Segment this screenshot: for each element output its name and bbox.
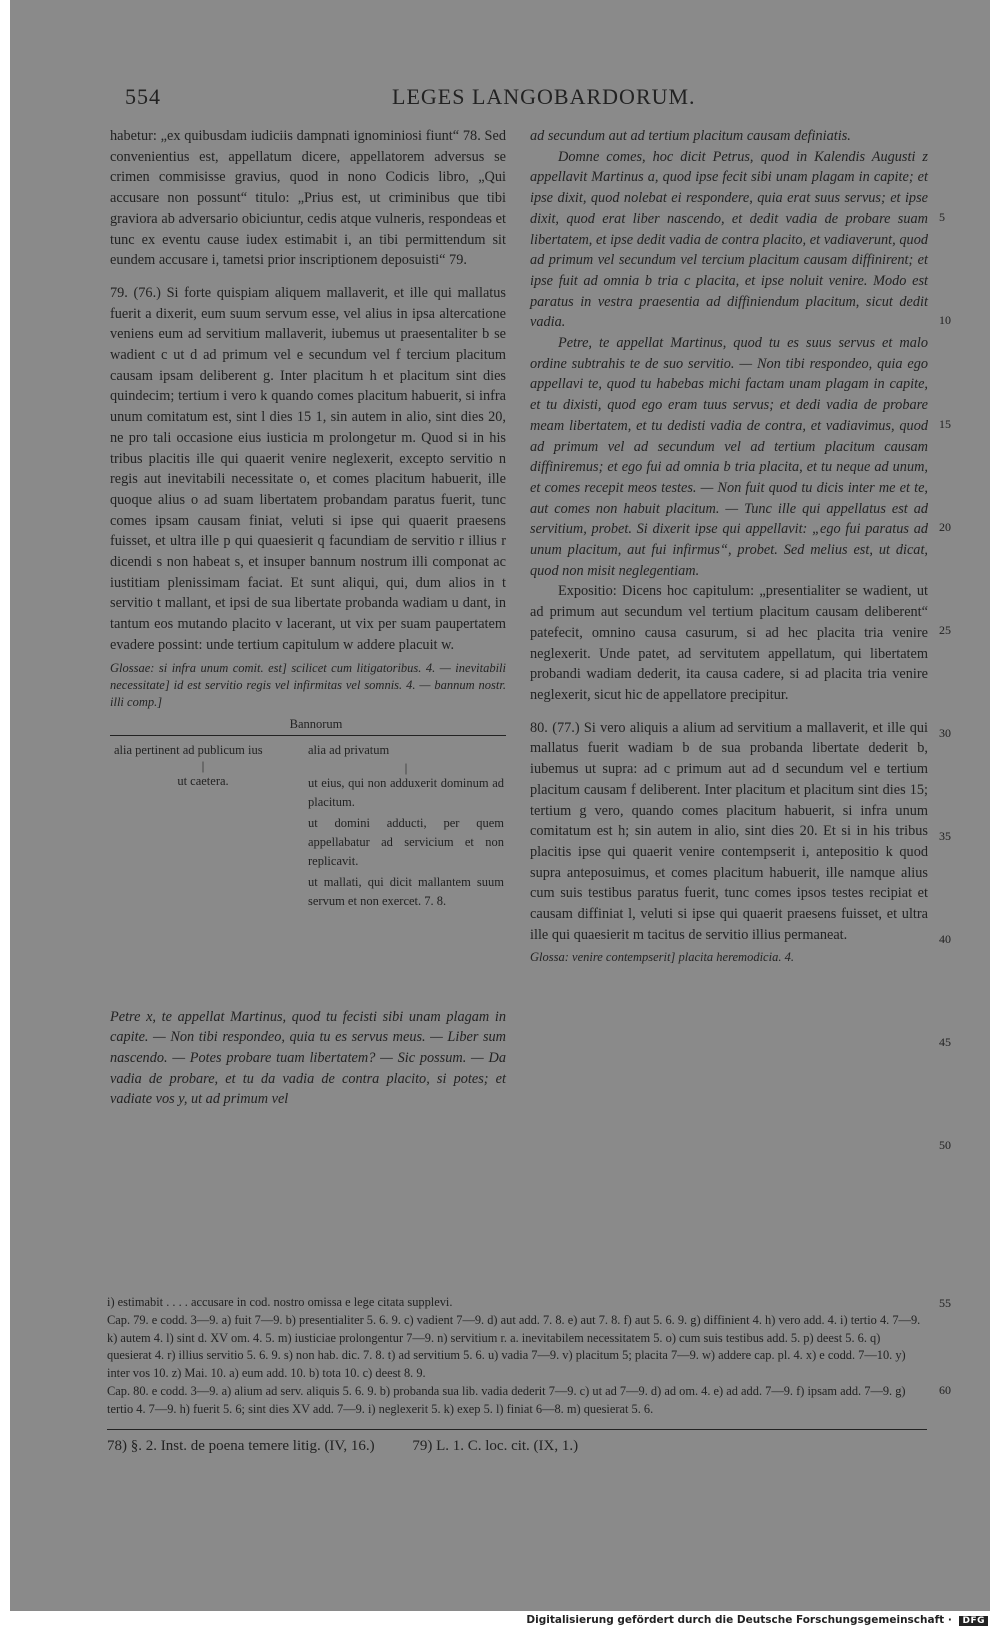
line-number: 20 xyxy=(939,520,951,534)
schema-right xyxy=(308,741,504,913)
reference: 79) L. 1. C. loc. cit. (IX, 1.) xyxy=(412,1437,579,1454)
dfg-credit xyxy=(526,1614,988,1626)
line-number: 60 xyxy=(939,1383,951,1397)
schema-left-top: alia pertinent ad publicum ius xyxy=(114,742,263,757)
paragraph-cap-80: 80. (77.) Si vero aliquis a alium ad servitium a mallaverit, et ille qui mallatus fuerit wadiam b de sua probanda libertate dederit b, iubemus ut supra: ad c primum aut ad d secundum vel e tertium placitum causam f deliberent. Inter placitum et placitum sint dies 15; tertium g vero, quando comes placitum habuerit, si infra unum comitatum est h; sin autem in alio, sint dies 20. Et si in his tribus placitis ipse qui quaerit venire contempserit i, antepositio k quod supra anteposuimus, et comes placitum habuerit, ille namque alius cum suis testibus paratus fuerit, tunc comes ipsos testes recipiat et causam diffiniat l, veluti si ipse qui quaerit praesens fuisset, et ultra ille qui quaesierit m tacitus de servitio illius permaneat. xyxy=(530,719,928,943)
page-number: 554 xyxy=(125,84,161,109)
schema-bar: | xyxy=(201,758,205,773)
schema-bar: | xyxy=(404,760,408,775)
line-number: 15 xyxy=(939,417,951,431)
paragraph-formula: Petre x, te appellat Martinus, quod tu fecisti sibi unam plagam in capite. — Non tibi respondeo, quia tu es servus meus. — Liber sum nascendo. — Potes probare tuam libertatem? — Sic possum. — Da vadia de probare, et tu da vadia de contra placito, si potes; et vadiate vos y, ut ad primum vel xyxy=(110,1008,506,1108)
running-title: LEGES LANGOBARDORUM. xyxy=(392,84,696,109)
left-column xyxy=(110,126,506,1110)
paragraph: habetur: „ex quibusdam iudiciis dampnati ignominiosi fiunt“ 78. Sed convenientius est, appellatum dicere, appellatorem adversus se crimen commisisse gravius, quod in nono Codicis libro, „Qui accusare non possunt“ titulo: „Prius est, ut criminibus que tibi graviora ab adversario obiciuntur, cedis atque vulneris, respondeas et tunc ex eventu cause iudex estimabit i, an tibi permittendum sit eundem accusare i, tametsi prior inscriptionem deposuisti“ 79. xyxy=(110,128,506,269)
paragraph: Petre, te appellat Martinus, quod tu es suus servus et malo ordine subtrahis te de suo servitio. — Non tibi respondeo, quia ego appellavi te, quod tu habebas michi factam unam plagam in capite, et tu dixisti, quod ego eram tuus servus; et dedi vadia de probare meam libertatem, et tu dedisti vadia de contra, et vadiavimus, quod ad primum vel ad secundum vel ad tertium placitum causam diffiniremus; et ego fui ad omnia b tria placita, et tu neque ad unum, et comes recepit meos testes. — Non fuit quod tu dicis inter me et te, aut comes non habuit placitum. — Tunc ille qui appellatus est ad servitium, probet. Si dixerit ipse qui appellavit: „ego fui paratus ad unum placitum, aut fui infirmus“, probet. Sed melius est, ut dicat, quod non misit neglegentiam. xyxy=(530,335,928,579)
glossa: Glossa: venire contempserit] placita heremodicia. 4. xyxy=(530,950,794,965)
line-number: 40 xyxy=(939,932,951,946)
schema-item: ut eius, qui non adduxerit dominum ad placitum. xyxy=(308,775,504,809)
paragraph: Domne comes, hoc dicit Petrus, quod in Kalendis Augusti z appellavit Martinus a, quod ipse fecit sibi unam plagam in capite; et ipse dixit, quod nolebat ei respondere, quia erat suus servus; et ipse dixit, quod erat liber nascendo, et dedit vadia de probare suam libertatem, et ipse dedit vadia de contra placito, et vadiaverunt, quod ad primum vel secundum vel tercium placitum causam diffinirent; et ipse fuit ad omnia b tria c placita, et ipse noluit venire. Modo est paratus in vestra praesentia ad diffiniendum placitum, sicut dedit vadia. xyxy=(530,148,928,331)
line-number: 55 xyxy=(939,1296,951,1310)
bannorum-schema xyxy=(110,715,506,1007)
schema-divider xyxy=(110,735,506,736)
schema-head: Bannorum xyxy=(289,716,343,731)
paragraph: ad secundum aut ad tertium placitum causam definiatis. xyxy=(530,128,851,144)
paragraph-cap-79: 79. (76.) Si forte quispiam aliquem mallaverit, et ille qui mallatus fuerit a dixerit, eum suum servum esse, vel alius in ipsa altercatione veniens eum ad servitium mallaverit, iubemus ut praesentaliter b se wadient c ut d ad primum vel e secundum vel f tercium placitum causam ipsam deliberent g. Inter placitum h et placitum sint dies quindecim; tertium i vero k quando comes placitum habuerit, si infra unum comitatum est, sint l dies 15 1, sin autem in alio, sint dies 20, ne pro tali occasione eius iusticia m prolongetur m. Quod si in his tribus placitis ille qui quaerit venire neglexerit, excepto servitio n regis aut inevitabili necessitate o, et comes placitum habuerit, ille quoque alius o ad suam libertatem probandam paratus fuerit, tunc comes ipsam causam finiat, veluti si ipse qui quaerit praesens fuisset, et ultra ille p qui quaesierit q facundiam de servitio r illius r dicendi s non habeat s, et insuper bannum nostrum illi componat ac iustitiam plenissimam faciat. Et sunt aliqui, qui, dum alios in t servitio t mallant, et ipsi de sua libertate probanda wadiam u dant, in tantum eos mutando placito v lacerant, ut vix per suam paupertatem evadere possint: unde tertium capitulum w addere placuit w. xyxy=(110,284,506,653)
line-number: 50 xyxy=(939,1138,951,1152)
footnote: Cap. 79. e codd. 3—9. a) fuit 7—9. b) presentialiter 5. 6. 9. c) vadient 7—9. d) aut add. 7. 8. e) aut 7. 8. f) aut 5. 6. 9. g) diffinient 4. h) vero add. 4. i) tertio 4. 7—9. k) autem 4. l) sint d. XV om. 4. 5. m) iusticiae prolongentur 7—9. n) servitium r. a. inevitabilem necessitatem 5. o) cum suis testibus add. 5. p) deest 5. 6. q) quesierat 4. r) illius servitio 5. 6. 9. s) non hab. dic. 7. 8. t) ad servitium 5. 6. u) vadia 7—9. v) placitum 5; placita 7—9. w) addere cap. pl. 4. x) e codd. 7—10. y) inter vos 10. z) Mai. 10. a) eum add. 10. b) tota 10. c) deest 8. 9. xyxy=(107,1312,921,1381)
dfg-logo-icon: DFG xyxy=(959,1616,988,1626)
glossa: Glossae: si infra unum comit. est] scilicet cum litigatoribus. 4. — inevitabili necessitate] id est servitio regis vel infirmitas vel somnis. 4. — bannum nostr. illi comp.] xyxy=(110,660,506,709)
footnotes xyxy=(107,1294,927,1455)
line-number: 5 xyxy=(939,210,945,224)
references xyxy=(107,1438,927,1456)
schema-left-bottom: ut caetera. xyxy=(177,773,229,788)
line-number: 25 xyxy=(939,623,951,637)
page-header xyxy=(0,84,1000,112)
schema-right-top: alia ad privatum xyxy=(308,742,390,757)
schema-left xyxy=(114,741,292,791)
footnote-divider xyxy=(107,1429,927,1430)
reference: 78) §. 2. Inst. de poena temere litig. (IV, 16.) xyxy=(107,1437,375,1454)
footnote: i) estimabit . . . . accusare in cod. nostro omissa e lege citata supplevi. xyxy=(107,1295,453,1309)
credit-text: Digitalisierung gefördert durch die Deutsche Forschungsgemeinschaft · xyxy=(526,1614,952,1626)
footnote: Cap. 80. e codd. 3—9. a) alium ad serv. aliquis 5. 6. 9. b) probanda sua lib. vadia dederit 7—9. c) ut ad 7—9. d) ad om. 4. e) ad add. 7—9. f) ipsam add. 7—9. g) tertio 4. 7—9. h) fuerit 5. 6; sint dies XV add. 7—9. i) neglexerit 5. k) exep 5. l) finiat 6—8. m) quesierat 5. 6. xyxy=(107,1383,906,1416)
schema-item: ut domini adducti, per quem appellabatur ad servicium et non replicavit. xyxy=(308,815,504,868)
schema-item: ut mallati, qui dicit mallantem suum servum et non exercet. 7. 8. xyxy=(308,874,504,908)
line-number: 30 xyxy=(939,726,951,740)
line-number: 45 xyxy=(939,1035,951,1049)
expositio: Expositio: Dicens hoc capitulum: „presentialiter se wadient, ut ad primum aut secundum vel tertium placitum causam deliberent“ patefecit, omnino causa casurum, si ad hec placita tria venire neglexerit. Unde patet, ad servitutem appellatum, qui libertatem probandi wadiam dederit, ita causa cadere, si ad placita tria venire neglexerit, sicut hic de appellatore precipitur. xyxy=(530,583,928,703)
right-column xyxy=(530,126,928,966)
line-number: 10 xyxy=(939,313,951,327)
line-number: 35 xyxy=(939,829,951,843)
